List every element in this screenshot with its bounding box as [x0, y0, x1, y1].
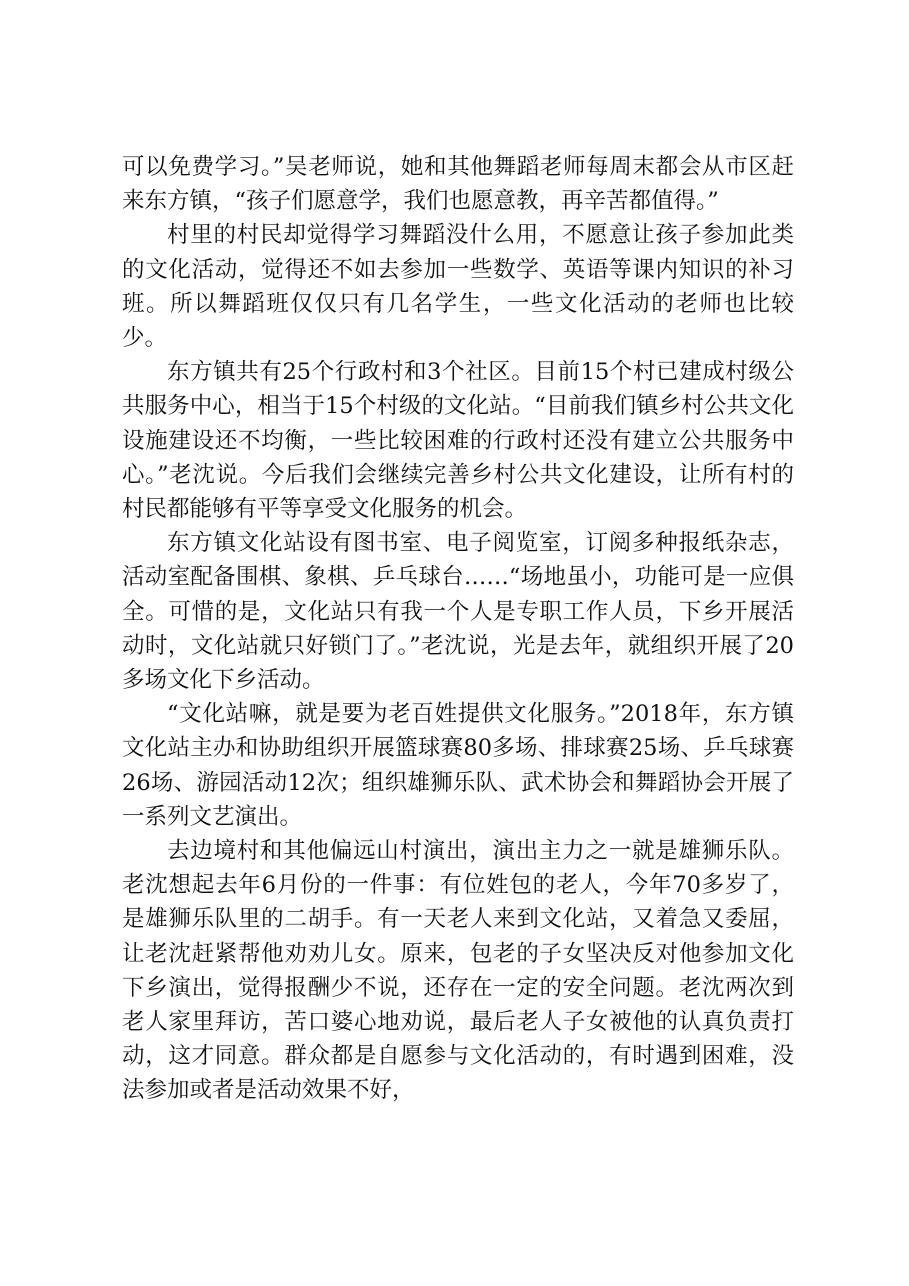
paragraph-4: 东方镇文化站设有图书室、电子阅览室，订阅多种报纸杂志，活动室配备围棋、象棋、乒乓球台……“场地虽小，功能可是一应俱全。可惜的是，文化站只有我一个人是专职工作人员，下乡开展活动时，文化站就只好锁门了。”老沈说，光是去年，就组织开展了20多场文化下乡活动。: [122, 530, 794, 694]
paragraph-5: “文化站嘛，就是要为老百姓提供文化服务。”2018年，东方镇文化站主办和协助组织开展篮球赛80多场、排球赛25场、乒乓球赛26场、游园活动12次；组织雄狮乐队、武术协会和舞蹈协会开展了一系列文艺演出。: [122, 701, 794, 830]
document-body: [122, 150, 794, 1108]
paragraph-3: 东方镇共有25个行政村和3个社区。目前15个村已建成村级公共服务中心，相当于15个村级的文化站。“目前我们镇乡村公共文化设施建设还不均衡，一些比较困难的行政村还没有建立公共服务中心。”老沈说。今后我们会继续完善乡村公共文化建设，让所有村的村民都能够有平等享受文化服务的机会。: [122, 359, 794, 523]
paragraph-6: 去边境村和其他偏远山村演出，演出主力之一就是雄狮乐队。老沈想起去年6月份的一件事：有位姓包的老人，今年70多岁了，是雄狮乐队里的二胡手。有一天老人来到文化站，又着急又委屈，让老沈赶紧帮他劝劝儿女。原来，包老的子女坚决反对他参加文化下乡演出，觉得报酬少不说，还存在一定的安全问题。老沈两次到老人家里拜访，苦口婆心地劝说，最后老人子女被他的认真负责打动，这才同意。群众都是自愿参与文化活动的，有时遇到困难，没法参加或者是活动效果不好，: [122, 838, 794, 1104]
paragraph-2: 村里的村民却觉得学习舞蹈没什么用，不愿意让孩子参加此类的文化活动，觉得还不如去参加一些数学、英语等课内知识的补习班。所以舞蹈班仅仅只有几名学生，一些文化活动的老师也比较少。: [122, 222, 794, 352]
paragraph-1: 可以免费学习。”吴老师说，她和其他舞蹈老师每周末都会从市区赶来东方镇，“孩子们愿意学，我们也愿意教，再辛苦都值得。”: [122, 154, 794, 215]
